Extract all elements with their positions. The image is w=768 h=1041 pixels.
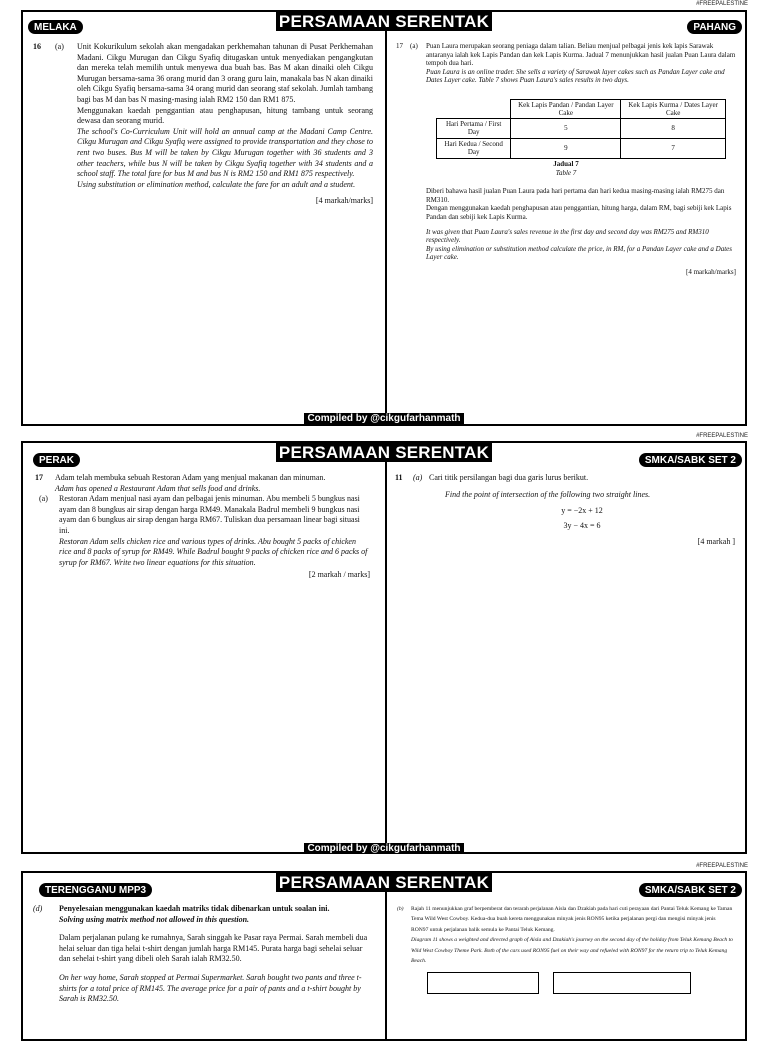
question-text-english: Puan Laura is an online trader. She sells a variety of Sarawak layer cakes such as Pandan Layer cake and Dates Layer cake. Table 7 shows Puan Laura's sales results in two days. [426, 67, 725, 85]
table-row-label: Hari Pertama / First Day [437, 118, 511, 138]
question-part: (a) [410, 42, 418, 50]
question-text-english: Restoran Adam sells chicken rice and various types of drinks. Abu bought 5 packs of chicken rice and 8 packs of syrup for RM49. While Badrul bought 9 packs of chicken rice and 6 packs of syrup for RM67. Write two linear equations for this situation. [59, 536, 368, 567]
marks-label: [2 markah / marks] [308, 570, 370, 580]
question-number: 17 [35, 473, 43, 482]
table-cell: 7 [621, 138, 726, 158]
table-caption: Jadual 7 [553, 159, 579, 168]
badge-left: TERENGGANU MPP3 [39, 883, 152, 897]
page-title: PERSAMAAN SERENTAK [23, 443, 745, 463]
question-text-malay: Restoran Adam menjual nasi ayam dan pelbagai jenis minuman. Abu membeli 5 bungkus nasi ayam dan 8 bungkus air sirap dengan harga RM49. Manakala Badrul membeli 9 bungkus nasi ayam dan 6 bungkus air sirap dengan harga RM67. Tuliskan dua persamaan linear bagi situasi ini. [59, 494, 360, 535]
question-number: 17 [396, 42, 403, 50]
given-malay: Diberi bahawa hasil jualan Puan Laura pada hari pertama dan hari kedua masing-masing ialah RM275 dan RM310. [426, 187, 725, 204]
question-task-malay: Menggunakan kaedah penggantian atau penghapusan, hitung tambang untuk seorang dewasa dan seorang murid. [77, 105, 373, 126]
hashtag: #FREEPALESTINE [696, 863, 748, 869]
panel-frame [21, 871, 747, 1041]
instruction-english: Solving using matrix method not allowed in this question. [59, 914, 250, 924]
page-title: PERSAMAAN SERENTAK [23, 12, 745, 32]
question-text-english: On her way home, Sarah stopped at Permai Supermarket. Sarah bought two pants and three t-shirts for a total price of RM145. The average price for a pair of pants and a t-shirt bought by Sarah is RM32.50. [59, 972, 362, 1004]
equation-1: y = −2x + 12 [561, 506, 603, 516]
sales-table [436, 99, 726, 159]
question-part: (d) [33, 904, 43, 913]
question-16 [33, 42, 373, 207]
question-task-english: Using substitution or elimination method, calculate the fare for an adult and a student. [77, 179, 356, 189]
marks-label: [4 markah ] [697, 537, 735, 547]
table-caption-english: Table 7 [555, 168, 577, 177]
page-title: PERSAMAAN SERENTAK [23, 873, 745, 893]
marks-label: [4 markah/marks] [315, 196, 373, 206]
question-text-english: Diagram 11 shows a weighted and directed graph of Aisla and Dzakiah's journey on the second day of the holiday from Teluk Kemang Beach to Wild West Cowboy Theme Park. Both of the cars used RON95 fuel on their way and refueled with RON97 for the return trip to Teluk Kemang Beach. [411, 937, 733, 965]
badge-right: PAHANG [687, 20, 742, 34]
question-part: (a) [55, 42, 64, 51]
question-text-malay: Rajah 11 menunjukkan graf berpemberat dan terarah perjalanan Aisla dan Dzakiah pada hari cuti perayaan dari Pantai Teluk Kemang ke Taman Tema Wild West Cowboy. Kedua-dua buah kereta menggunakan minyak jenis RON95 ketika perjalanan pergi dan mengisi minyak jenis RON97 untuk perjalanan balik semula ke Pantai Teluk Kemang. [411, 906, 733, 933]
question-b [397, 904, 733, 994]
badge-left: MELAKA [28, 20, 83, 34]
badge-right: SMKA/SABK SET 2 [639, 453, 742, 467]
intro-malay: Adam telah membuka sebuah Restoran Adam yang menjual makanan dan minuman. [55, 473, 326, 482]
panel-2 [0, 430, 768, 860]
question-part: (b) [397, 906, 404, 912]
table-header: Kek Lapis Kurma / Dates Layer Cake [621, 99, 726, 118]
table-cell: 9 [511, 138, 621, 158]
badge-right: SMKA/SABK SET 2 [639, 883, 742, 897]
question-number: 16 [33, 42, 41, 51]
question-11 [395, 473, 735, 548]
question-number: 11 [395, 473, 403, 482]
hashtag: #FREEPALESTINE [696, 433, 748, 439]
table-header: Kek Lapis Pandan / Pandan Layer Cake [511, 99, 621, 118]
panel-1 [0, 0, 768, 428]
credit: Compiled by @cikgufarhanmath [23, 413, 745, 424]
table-cell: 8 [621, 118, 726, 138]
panel-frame [21, 10, 747, 426]
question-17 [35, 473, 370, 581]
question-text-malay: Unit Kokurikulum sekolah akan mengadakan perkhemahan tahunan di Pusat Perkhemahan Madani. Cikgu Murugan dan Cikgu Syafiq ditugaskan untuk menyediakan pengangkutan dan mereka telah memilih untuk menyewa dua buah bas. Bas M akan dinaiki oleh Cikgu Murugan bersama-sama 36 orang murid dan 3 orang guru lain, manakala bas N akan dinaiki oleh Cikgu Syafiq bersama-sama 34 orang murid dan seorang staf sekolah. Jumlah tambang bagi bas M dan bas N masing-masing ialah RM2 150 dan RM1 875. [77, 42, 373, 104]
column-divider [385, 873, 387, 1039]
diagram-box-right [553, 972, 691, 994]
marks-label: [4 markah/marks] [686, 267, 736, 276]
table-row-label: Hari Kedua / Second Day [437, 138, 511, 158]
badge-left: PERAK [33, 453, 80, 467]
question-text-malay: Puan Laura merupakan seorang peniaga dalam talian. Beliau menjual pelbagai jenis kek lapis Sarawak antaranya ialah kek Lapis Pandan dan kek Lapis Kurma. Jadual 7 menunjukkan hasil jualan Puan Laura dalam tempoh dua hari. [426, 42, 736, 68]
instruction-malay: Penyelesaian menggunakan kaedah matriks tidak dibenarkan untuk soalan ini. [59, 904, 330, 913]
question-d [33, 904, 373, 1005]
question-17 [396, 42, 736, 277]
column-divider [385, 12, 387, 424]
task-malay: Dengan menggunakan kaedah penghapusan atau penggantian, hitung harga, dalam RM, bagi sebiji kek Lapis Pandan dan sebiji kek Lapis Kurma. [426, 204, 732, 221]
question-part: (a) [413, 473, 423, 482]
intro-english: Adam has opened a Restaurant Adam that sells food and drinks. [55, 483, 261, 493]
equation-2: 3y − 4x = 6 [563, 520, 601, 530]
column-divider [385, 443, 387, 852]
panel-frame [21, 441, 747, 854]
panel-3 [0, 860, 768, 1024]
given-english: It was given that Puan Laura's sales revenue in the first day and second day was RM275 and RM310 respectively. [426, 227, 709, 245]
question-text-english: Find the point of intersection of the following two straight lines. [445, 489, 651, 499]
table-cell: 5 [511, 118, 621, 138]
hashtag: #FREEPALESTINE [696, 1, 748, 7]
question-text-malay: Dalam perjalanan pulang ke rumahnya, Sarah singgah ke Pasar raya Permai. Sarah membeli dua helai seluar dan tiga helai t-shirt dengan jumlah harga RM145. Purata harga bagi sehelai seluar dan sehelai t-shirt yang dibeli oleh Sarah ialah RM32.50. [59, 933, 368, 964]
question-text-english: The school's Co-Curriculum Unit will hold an annual camp at the Madani Camp Centre. Cikgu Murugan and Cikgu Syafiq were assigned to provide transportation and they chose to rent two buses. Bus M will be taken by Cikgu Murugan together with 36 students and 3 other teachers, while bus N will be taken by Cikgu Syafiq together with 34 students and a school staff. The total fare for bus M and bus N is RM2 150 and RM1 875 respectively. [77, 126, 373, 179]
question-text-malay: Cari titik persilangan bagi dua garis lurus berikut. [429, 473, 589, 482]
question-part: (a) [39, 494, 48, 504]
task-english: By using elimination or substitution method calculate the price, in RM, for a Pandan Layer cake and a Dates Layer cake. [426, 244, 733, 262]
credit: Compiled by @cikgufarhanmath [23, 843, 745, 854]
diagram-box-left [427, 972, 539, 994]
